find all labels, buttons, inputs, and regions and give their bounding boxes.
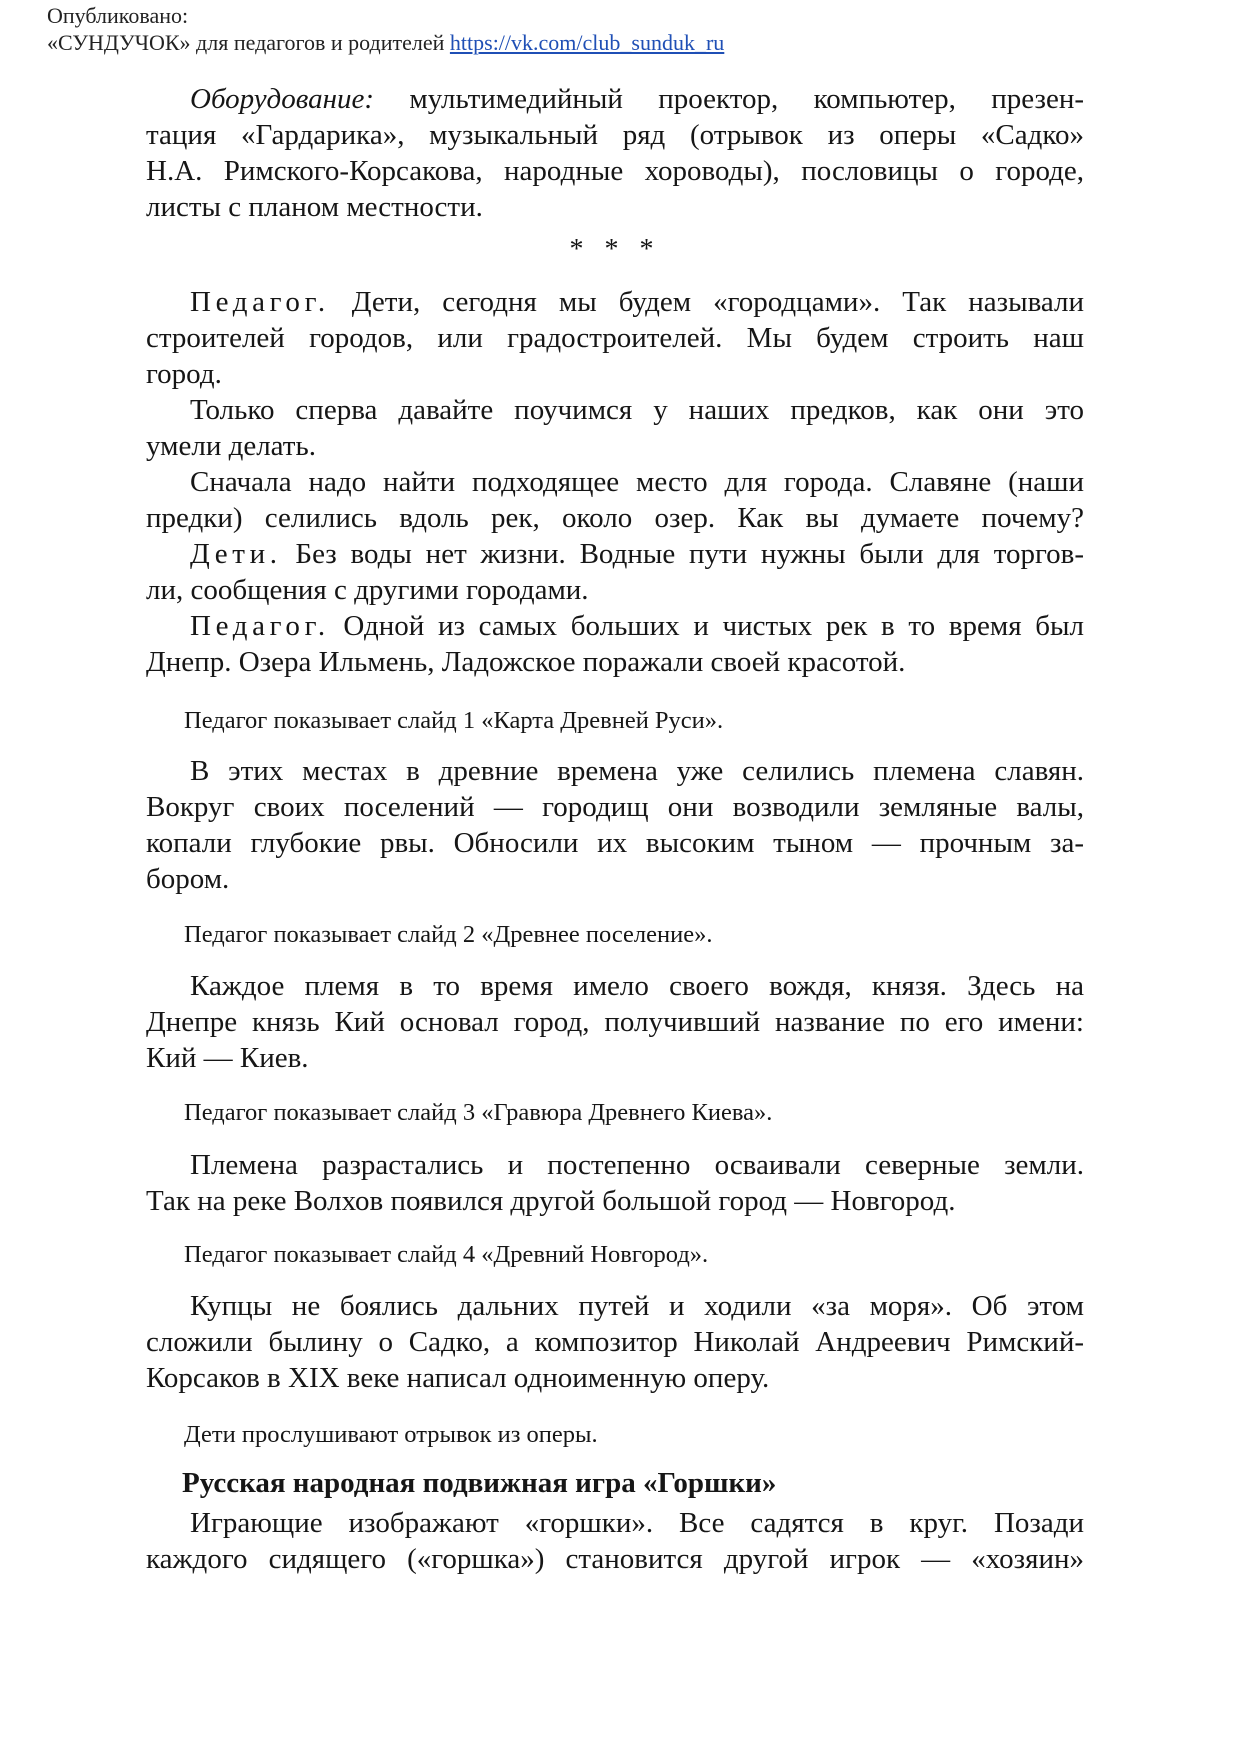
speaker-label: Педагог. (190, 610, 330, 642)
text-line (146, 81, 1084, 117)
text-line: умели делать. (146, 430, 316, 462)
text-line: каждого сидящего («горшка») становится другой игрок — «хозяин» (146, 1543, 1084, 1575)
paragraph (146, 1505, 1084, 1577)
text-line: сложили былину о Садко, а композитор Николай Андреевич Римский- (146, 1326, 1084, 1358)
text-line: Играющие изображают «горшки». Все садятся в круг. Позади (190, 1507, 1084, 1539)
paragraph (146, 968, 1084, 1076)
source-line (47, 29, 724, 56)
stage-direction: Педагог показывает слайд 4 «Древний Новгород». (184, 1241, 709, 1268)
text-line: Купцы не боялись дальних путей и ходили «за моря». Об этом (190, 1290, 1084, 1322)
stage-direction: Педагог показывает слайд 1 «Карта Древней Руси». (184, 707, 724, 734)
publication-header (47, 2, 724, 56)
paragraph (146, 536, 1084, 608)
source-link[interactable]: https://vk.com/club_sunduk_ru (449, 30, 725, 55)
section-separator: * * * (569, 234, 661, 265)
published-label: Опубликовано: (47, 3, 189, 28)
text-line: Н.А. Римского-Корсакова, народные хороводы), пословицы о городе, (146, 155, 1084, 187)
paragraph (146, 392, 1084, 464)
text-line: тация «Гардарика», музыкальный ряд (отрывок из оперы «Садко» (146, 119, 1084, 151)
text-line: ли, сообщения с другими городами. (146, 574, 589, 606)
stage-direction: Дети прослушивают отрывок из оперы. (184, 1421, 598, 1448)
text-line: бором. (146, 863, 230, 895)
text-line: В этих местах в древние времена уже селились племена славян. (190, 755, 1084, 787)
equipment-label: Оборудование: (190, 83, 375, 115)
paragraph (146, 1147, 1084, 1219)
stage-direction: Педагог показывает слайд 3 «Гравюра Древнего Киева». (184, 1099, 773, 1126)
paragraph (146, 284, 1084, 392)
equipment-paragraph (146, 81, 1084, 225)
text-line: Племена разрастались и постепенно осваивали северные земли. (190, 1149, 1084, 1181)
text-line: строителей городов, или градостроителей. Мы будем строить наш (146, 322, 1084, 354)
text-line: предки) селились вдоль рек, около озер. Как вы думаете почему? (146, 502, 1084, 534)
speaker-label: Педагог. (190, 286, 330, 318)
text-line: Днепре князь Кий основал город, получивший название по его имени: (146, 1006, 1084, 1038)
text-line: Корсаков в XIX веке написал одноименную оперу. (146, 1362, 770, 1394)
speaker-label: Дети. (190, 538, 282, 570)
text-line: Только сперва давайте поучимся у наших предков, как они это (190, 394, 1084, 426)
text-line: Вокруг своих поселений — городищ они возводили земляные валы, (146, 791, 1084, 823)
section-heading: Русская народная подвижная игра «Горшки» (182, 1467, 777, 1499)
stage-direction: Педагог показывает слайд 2 «Древнее поселение». (184, 921, 713, 948)
paragraph (146, 1288, 1084, 1396)
text-line: Каждое племя в то время имело своего вождя, князя. Здесь на (190, 970, 1084, 1002)
text-line (146, 536, 1084, 572)
text-line: Сначала надо найти подходящее место для города. Славяне (наши (190, 466, 1084, 498)
paragraph (146, 753, 1084, 897)
source-text: «СУНДУЧОК» для педагогов и родителей (47, 30, 445, 55)
paragraph (146, 608, 1084, 680)
line-text: Без воды нет жизни. Водные пути нужны были для торгов- (295, 538, 1085, 570)
text-line: город. (146, 358, 222, 390)
line-text: мультимедийный проектор, компьютер, презен- (409, 83, 1084, 115)
paragraph (146, 464, 1084, 536)
text-line: копали глубокие рвы. Обносили их высоким тыном — прочным за- (146, 827, 1084, 859)
text-line: Так на реке Волхов появился другой большой город — Новгород. (146, 1185, 956, 1217)
text-line: Кий — Киев. (146, 1042, 309, 1074)
text-line (146, 284, 1084, 320)
dialogue-section (146, 284, 1084, 680)
text-line: листы с планом местности. (146, 191, 483, 223)
text-line (146, 608, 1084, 644)
text-line: Днепр. Озера Ильмень, Ладожское поражали своей красотой. (146, 646, 906, 678)
page-body (146, 81, 1084, 1577)
line-text: Одной из самых больших и чистых рек в то время был (343, 610, 1085, 642)
line-text: Дети, сегодня мы будем «городцами». Так называли (351, 286, 1085, 318)
